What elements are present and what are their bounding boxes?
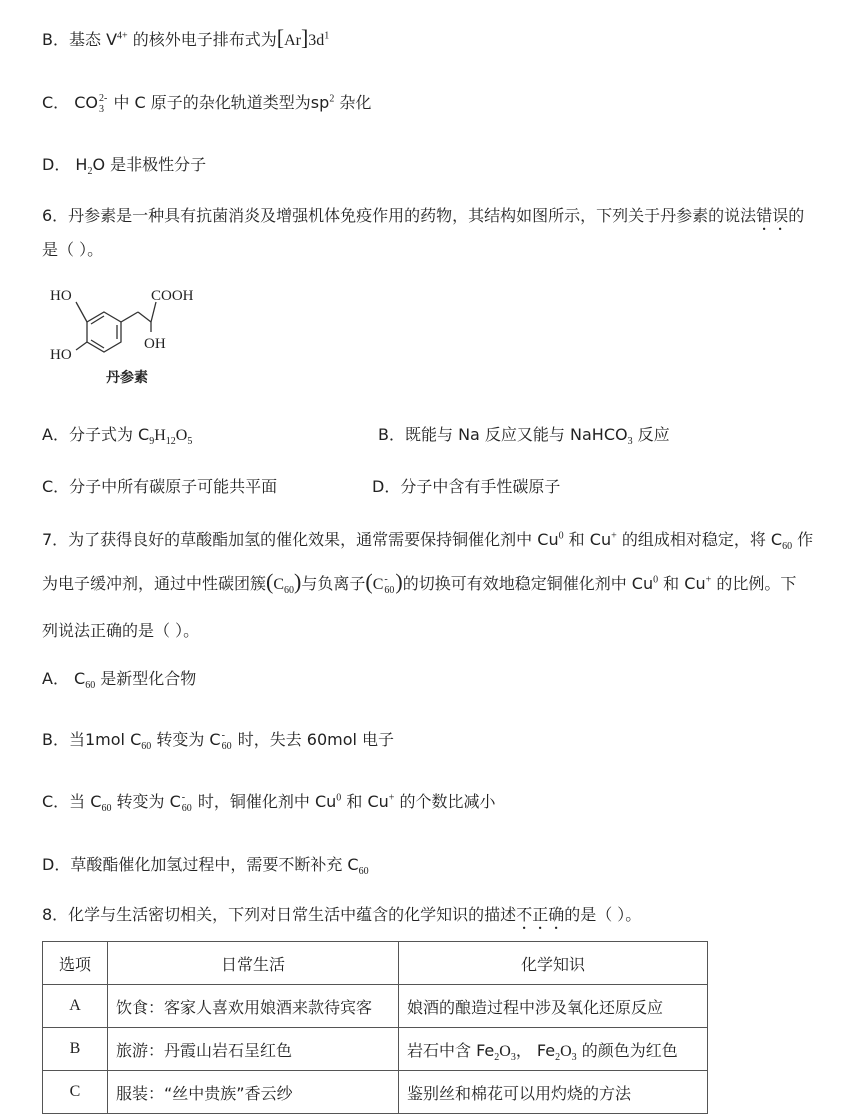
q7-option-b: B．当1mol $C_{60}$ 转变为 C - 60 时，失去 60mol 电子: [42, 729, 395, 753]
q7-option-a: A． $C_{60}$ 是新型化合物: [42, 669, 197, 692]
fig-ho-bottom: HO: [50, 347, 72, 363]
q7-stem-line2: 为电子缓冲剂，通过中性碳团簇$(C_{60})$与负离子(C - 60 )的切换可有效地稳定铜催化剂中 Cu$^0$ 和 Cu+ 的比例。下: [42, 569, 797, 597]
q6-option-a: A．分子式为 $C_9H_{12}O_5$: [42, 425, 193, 448]
q7-stem-line3: 列说法正确的是（ ）。: [42, 621, 200, 640]
table-header-row: [43, 942, 708, 985]
q6-option-c: C．分子中所有碳原子可能共平面: [42, 477, 278, 496]
row-life: 服装：“丝中贵族”香云纱: [108, 1071, 399, 1114]
row-option: A: [43, 985, 108, 1028]
fig-oh: OH: [144, 336, 166, 352]
table-row: [43, 1028, 708, 1071]
q8-stem: 8．化学与生活密切相关，下列对日常生活中蕴含的化学知识的描述不正确的是（ ）。: [42, 905, 642, 924]
row-option: B: [43, 1028, 108, 1071]
fig-caption: 丹参素: [106, 370, 148, 386]
danshensu-structure-svg: [46, 280, 194, 390]
q6-stem-line2: 是（ ）。: [42, 240, 104, 259]
q7-option-c: C．当 $C_{60}$ 转变为 C - 60 时，铜催化剂中 Cu$^0$ 和 Cu+ 的个数比减小: [42, 791, 496, 815]
row-knowledge: 娘酒的酿造过程中涉及氧化还原反应: [399, 985, 708, 1028]
q5-option-b: B．基态 $V^{4+}$ 的核外电子排布式为$[Ar]3d^1$: [42, 25, 330, 50]
q5-option-c: C． CO 2- 3 中 C 原子的杂化轨道类型为$sp^2$ 杂化: [42, 92, 372, 115]
q6-stem-line1: 6．丹参素是一种具有抗菌消炎及增强机体免疫作用的药物，其结构如图所示，下列关于丹参素的说法错误的: [42, 206, 805, 225]
fig-cooh: COOH: [151, 288, 194, 304]
row-option: C: [43, 1071, 108, 1114]
row-knowledge: 岩石中含 $Fe_2O_3$， $Fe_2O_3$ 的颜色为红色: [399, 1028, 708, 1071]
q5-option-d: D． $H_2O$ 是非极性分子: [42, 155, 207, 178]
header-chem-knowledge: 化学知识: [399, 942, 708, 985]
table-row: [43, 985, 708, 1028]
header-daily-life: 日常生活: [108, 942, 399, 985]
q6-option-b: B．既能与 Na 反应又能与 NaHCO$_3$ 反应: [378, 425, 670, 448]
q7-option-d: D．草酸酯催化加氢过程中，需要不断补充 $C_{60}$: [42, 855, 369, 878]
row-life: 旅游：丹霞山岩石呈红色: [108, 1028, 399, 1071]
q6-option-d: D．分子中含有手性碳原子: [372, 477, 561, 496]
table-row: [43, 1071, 708, 1114]
header-option: 选项: [43, 942, 108, 985]
fig-ho-top: HO: [50, 288, 72, 304]
row-knowledge: 鉴别丝和棉花可以用灼烧的方法: [399, 1071, 708, 1114]
row-life: 饮食：客家人喜欢用娘酒来款待宾客: [108, 985, 399, 1028]
danshensu-structure-figure: [46, 280, 194, 390]
q7-stem-line1: 7．为了获得良好的草酸酯加氢的催化效果，通常需要保持铜催化剂中 Cu$^0$ 和 Cu+ 的组成相对稳定，将 $C_{60}$ 作: [42, 530, 814, 553]
q8-table: [42, 941, 708, 1114]
